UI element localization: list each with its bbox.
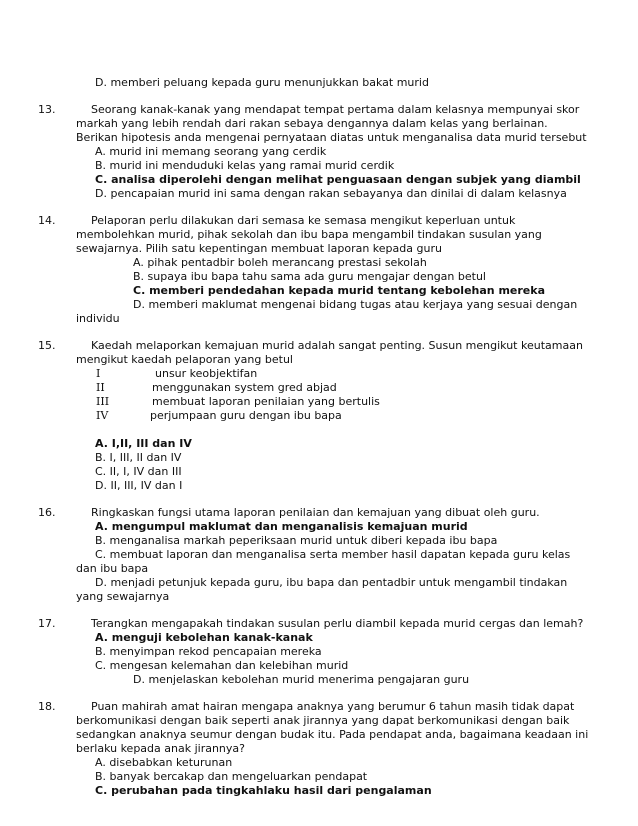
question-text: Seorang kanak-kanak yang mendapat tempat pertama dalam kelasnya mempunyai skor [91,103,580,116]
option-b: B. banyak bercakap dan mengeluarkan pendapat [95,770,368,783]
question-number: 17. [38,617,56,630]
question-text: berkomunikasi dengan baik seperti anak jirannya yang dapat berkomunikasi dengan baik [76,714,570,727]
question-number: 13. [38,103,56,116]
question-text: Kaedah melaporkan kemajuan murid adalah sangat penting. Susun mengikut keutamaan [91,339,583,352]
option-d: D. pencapaian murid ini sama dengan rakan sebayanya dan dinilai di dalam kelasnya [95,187,567,200]
option-c-continued: dan ibu bapa [76,562,149,575]
question-text: berlaku kepada anak jirannya? [76,742,245,755]
list-item: unsur keobjektifan [155,367,258,380]
question-text: Berikan hipotesis anda mengenai pernyataan diatas untuk menganalisa data murid tersebut [76,131,587,144]
question-number: 16. [38,506,56,519]
option-d-prev: D. memberi peluang kepada guru menunjukkan bakat murid [95,76,429,89]
option-a-answer: A. I,II, III dan IV [95,437,192,450]
option-a-answer: A. mengumpul maklumat dan menganalisis kemajuan murid [95,520,468,533]
option-c: C. mengesan kelemahan dan kelebihan murid [95,659,349,672]
option-d: D. menjadi petunjuk kepada guru, ibu bapa dan pentadbir untuk mengambil tindakan [95,576,568,589]
option-b: B. I, III, II dan IV [95,451,182,464]
roman-numeral: II [96,381,105,394]
option-c-answer: C. analisa diperolehi dengan melihat penguasaan dengan subjek yang diambil [95,173,581,186]
option-b: B. menganalisa markah peperiksaan murid untuk diberi kepada ibu bapa [95,534,498,547]
question-number: 14. [38,214,56,227]
option-a: A. disebabkan keturunan [95,756,233,769]
option-b: B. menyimpan rekod pencapaian mereka [95,645,322,658]
question-number: 18. [38,700,56,713]
question-text: sedangkan anaknya seumur dengan budak itu. Pada pendapat anda, bagaimana keadaan ini [76,728,589,741]
option-d-continued: individu [76,312,120,325]
question-text: Terangkan mengapakah tindakan susulan perlu diambil kepada murid cergas dan lemah? [91,617,584,630]
question-text: membolehkan murid, pihak sekolah dan ibu bapa mengambil tindakan susulan yang [76,228,542,241]
question-text: mengikut kaedah pelaporan yang betul [76,353,293,366]
question-number: 15. [38,339,56,352]
option-d: D. memberi maklumat mengenai bidang tugas atau kerjaya yang sesuai dengan [133,298,578,311]
option-a-answer: A. menguji kebolehan kanak-kanak [95,631,313,644]
option-d: D. II, III, IV dan I [95,479,183,492]
roman-numeral: I [96,367,101,380]
question-text: Ringkaskan fungsi utama laporan penilaian dan kemajuan yang dibuat oleh guru. [91,506,540,519]
option-c: C. membuat laporan dan menganalisa serta member hasil dapatan kepada guru kelas [95,548,571,561]
question-text: Pelaporan perlu dilakukan dari semasa ke semasa mengikut keperluan untuk [91,214,516,227]
list-item: membuat laporan penilaian yang bertulis [152,395,380,408]
option-d-continued: yang sewajarnya [76,590,170,603]
list-item: menggunakan system gred abjad [152,381,337,394]
option-a: A. pihak pentadbir boleh merancang prestasi sekolah [133,256,427,269]
option-b: B. murid ini menduduki kelas yang ramai murid cerdik [95,159,395,172]
list-item: perjumpaan guru dengan ibu bapa [150,409,342,422]
option-a: A. murid ini memang seorang yang cerdik [95,145,327,158]
option-d: D. menjelaskan kebolehan murid menerima pengajaran guru [133,673,470,686]
option-c-answer: C. memberi pendedahan kepada murid tentang kebolehan mereka [133,284,546,297]
question-text: Puan mahirah amat hairan mengapa anaknya yang berumur 6 tahun masih tidak dapat [91,700,575,713]
question-text: markah yang lebih rendah dari rakan sebaya dengannya dalam kelas yang berlainan. [76,117,548,130]
roman-numeral: III [96,395,110,408]
option-c: C. II, I, IV dan III [95,465,182,478]
question-text: sewajarnya. Pilih satu kepentingan membuat laporan kepada guru [76,242,442,255]
roman-numeral: IV [96,409,109,422]
option-b: B. supaya ibu bapa tahu sama ada guru mengajar dengan betul [133,270,486,283]
option-c-answer: C. perubahan pada tingkahlaku hasil dari pengalaman [95,784,432,797]
